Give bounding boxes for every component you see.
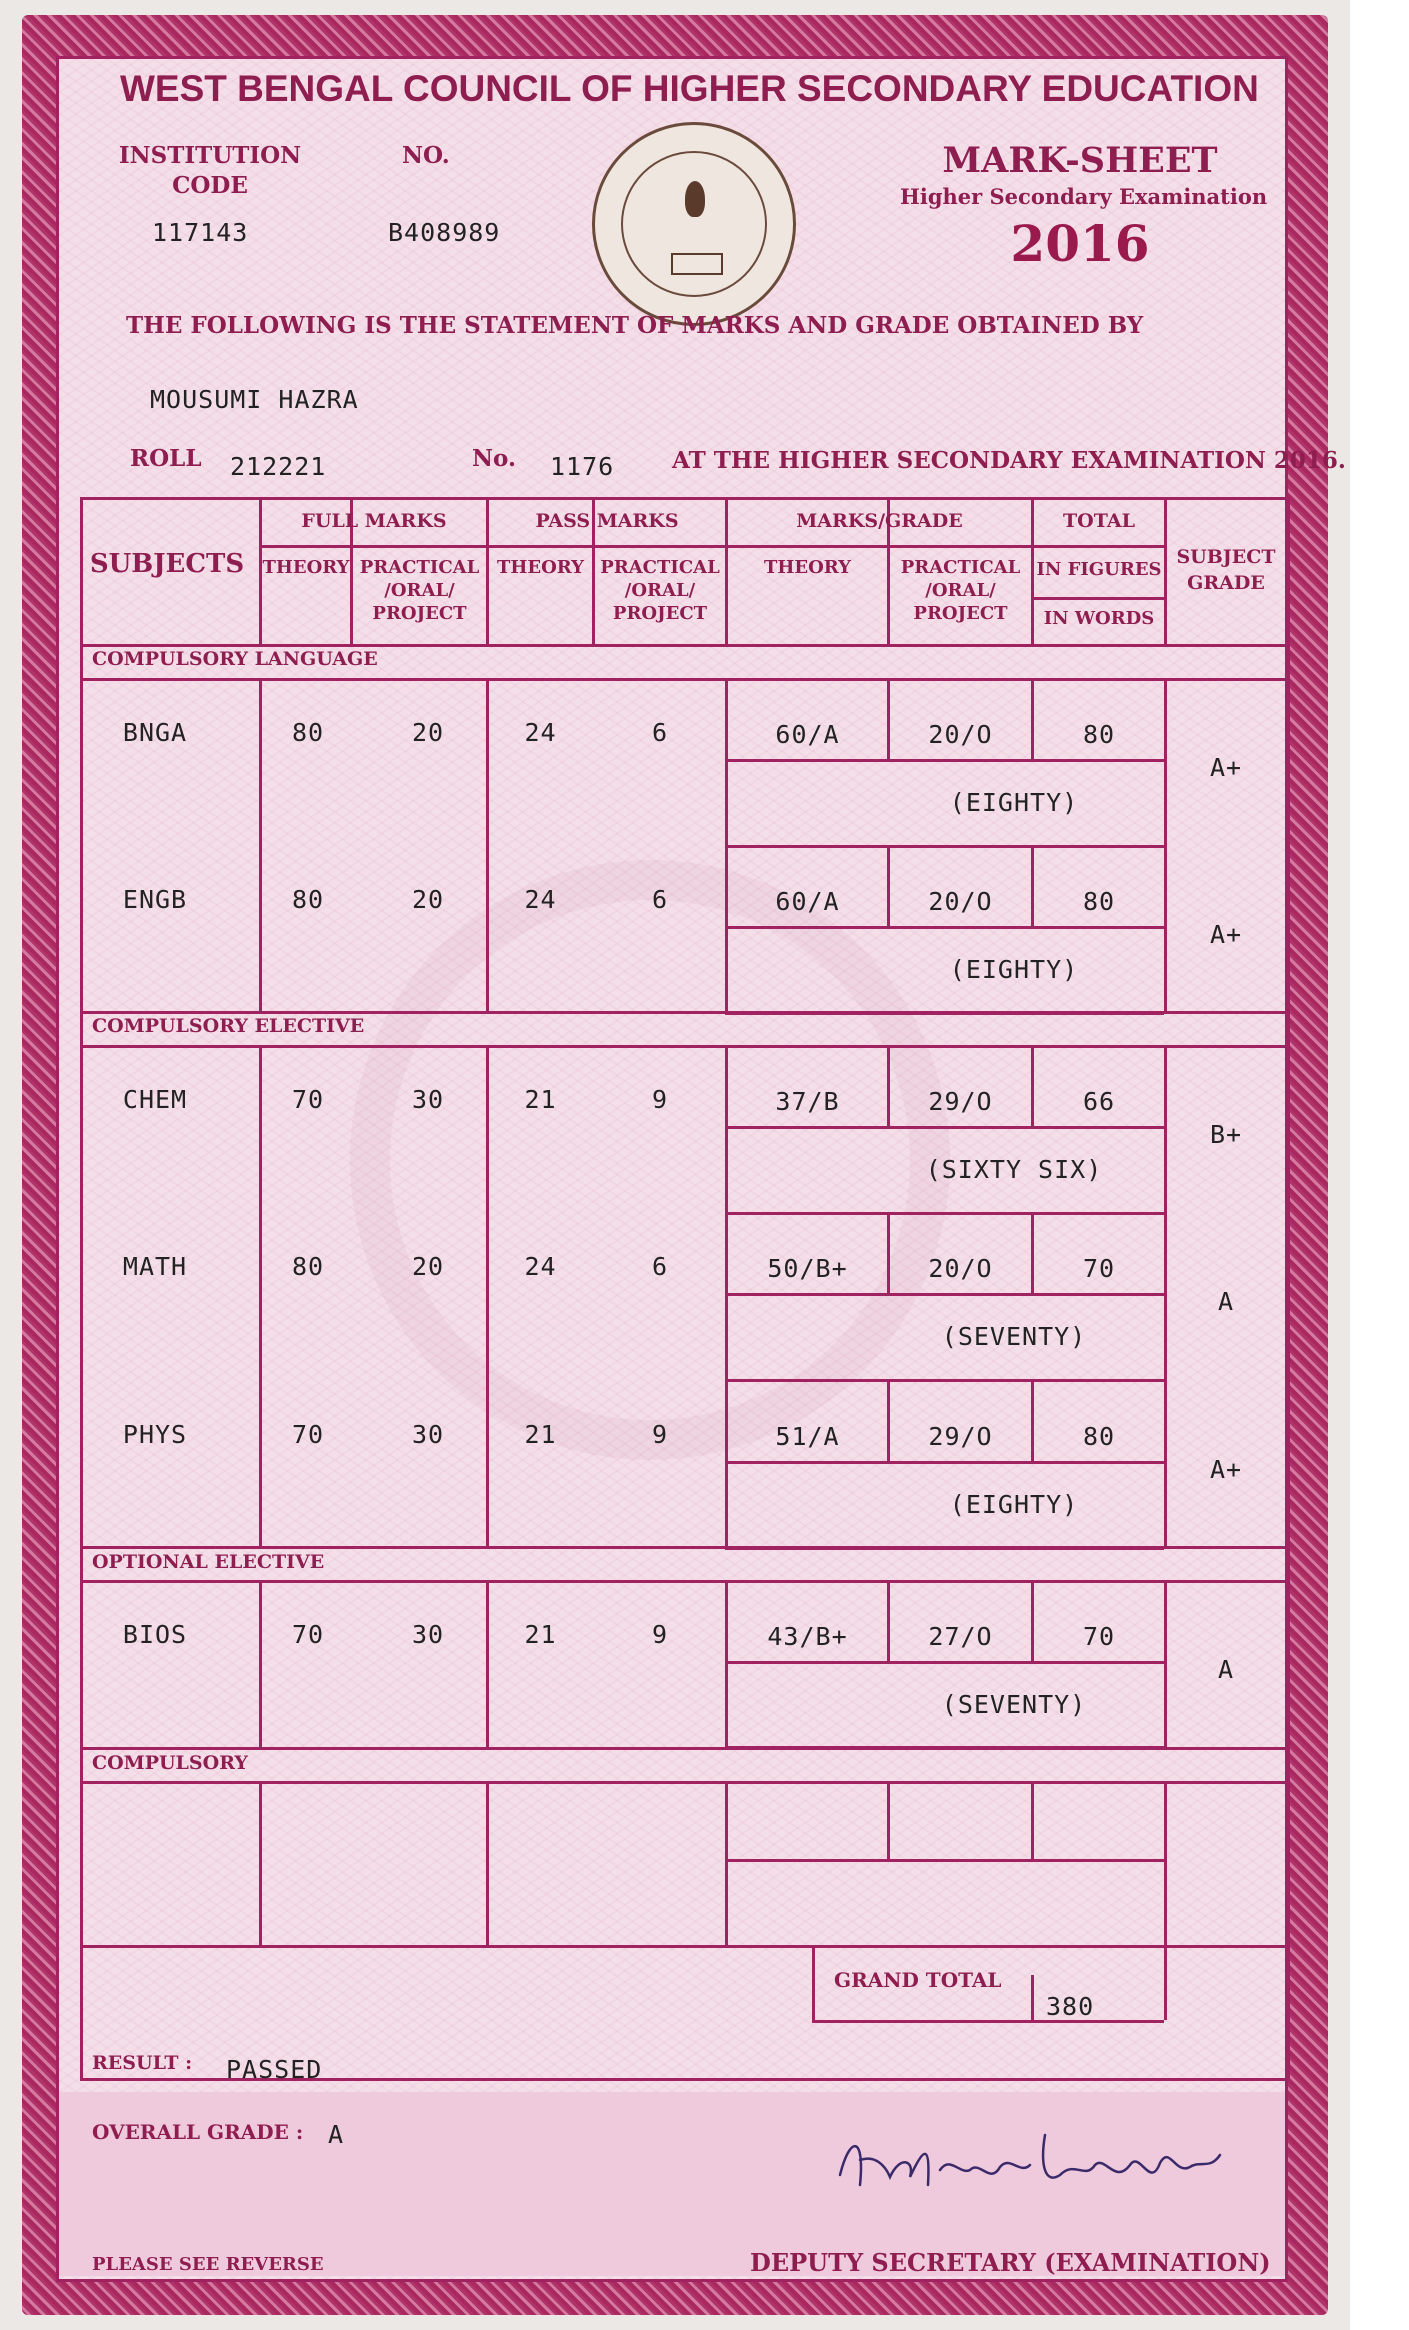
obtained-practical-header xyxy=(890,556,1031,625)
total-in-figures: 80 xyxy=(1082,887,1116,916)
book-icon xyxy=(671,253,723,275)
obtained-practical: 20/O xyxy=(928,1254,993,1283)
seal-ring xyxy=(621,151,767,297)
grid-vline xyxy=(80,497,83,2078)
pass-practical-header xyxy=(595,556,725,625)
subject-grade: A xyxy=(1217,1287,1235,1316)
pass-marks-practical: 6 xyxy=(651,1252,669,1281)
total-in-figures: 70 xyxy=(1082,1622,1116,1651)
grid-hline xyxy=(725,1379,1164,1382)
full-marks-practical: 30 xyxy=(411,1620,445,1649)
total-in-words: (SEVENTY) xyxy=(941,1690,1087,1719)
grid-vline xyxy=(1164,1781,1167,1945)
grid-hline xyxy=(725,1859,1164,1862)
subject-grade: A+ xyxy=(1209,1455,1243,1484)
exam-subtitle: Higher Secondary Examination xyxy=(900,184,1268,209)
section-compulsory-language: COMPULSORY LANGUAGE xyxy=(92,648,378,670)
grid-hline xyxy=(812,2020,1164,2023)
total-in-figures: 80 xyxy=(1082,720,1116,749)
grid-vline xyxy=(486,1580,489,1747)
full-theory-header: THEORY xyxy=(262,557,350,578)
subject-grade: B+ xyxy=(1209,1120,1243,1149)
student-name: MOUSUMI HAZRA xyxy=(150,385,359,414)
subject-code: BNGA xyxy=(122,718,188,747)
obtained-theory-header: THEORY xyxy=(763,557,852,578)
total-in-words: (EIGHTY) xyxy=(949,955,1079,984)
institution-label-line1: INSTITUTION xyxy=(118,142,302,169)
obtained-practical: 20/O xyxy=(928,887,993,916)
flame-icon xyxy=(685,181,705,217)
full-marks-practical: 20 xyxy=(411,1252,445,1281)
pass-marks-theory: 24 xyxy=(524,718,557,747)
obtained-theory: 37/B xyxy=(775,1087,840,1116)
pass-marks-theory: 24 xyxy=(524,885,557,914)
grid-hline xyxy=(725,926,1164,929)
grid-vline xyxy=(486,1045,489,1546)
signature-icon xyxy=(830,2115,1230,2209)
full-marks-practical: 20 xyxy=(411,718,445,747)
full-marks-theory: 70 xyxy=(291,1085,325,1114)
obtained-theory: 43/B+ xyxy=(767,1622,848,1651)
see-reverse-note: PLEASE SEE REVERSE xyxy=(92,2254,324,2275)
obtained-practical: 29/O xyxy=(928,1422,993,1451)
in-figures-header: IN FIGURES xyxy=(1036,559,1162,580)
total-in-figures: 80 xyxy=(1082,1422,1116,1451)
total-header: TOTAL xyxy=(1063,510,1135,532)
grid-hline xyxy=(725,1212,1164,1215)
pass-practical-line3: PROJECT xyxy=(612,603,708,624)
grid-vline xyxy=(486,1781,489,1945)
grand-total-value: 380 xyxy=(1046,1992,1095,2021)
grid-hline xyxy=(725,1012,1164,1015)
obtained-theory: 60/A xyxy=(775,887,840,916)
grid-hline xyxy=(725,845,1164,848)
result-label: RESULT : xyxy=(92,2052,193,2074)
sheet-number: B408989 xyxy=(388,218,501,247)
grid-vline xyxy=(1164,497,1167,644)
full-marks-theory: 70 xyxy=(291,1620,325,1649)
total-in-words: (EIGHTY) xyxy=(949,788,1079,817)
pass-marks-theory: 24 xyxy=(524,1252,557,1281)
pass-practical-line1: PRACTICAL xyxy=(600,557,720,578)
total-in-words: (EIGHTY) xyxy=(949,1490,1079,1519)
institution-code: 117143 xyxy=(152,218,249,247)
in-words-header: IN WORDS xyxy=(1043,608,1155,629)
obtained-practical-line2: /ORAL/ xyxy=(925,580,996,601)
grid-hline xyxy=(725,759,1164,762)
section-compulsory: COMPULSORY xyxy=(92,1752,248,1774)
full-marks-theory: 70 xyxy=(291,1420,325,1449)
subject-code: MATH xyxy=(122,1252,188,1281)
full-marks-practical: 30 xyxy=(411,1420,445,1449)
grid-vline xyxy=(1164,1945,1167,2020)
roll-label: ROLL xyxy=(130,445,202,472)
grid-hline xyxy=(725,1293,1164,1296)
section-compulsory-elective: COMPULSORY ELECTIVE xyxy=(92,1015,365,1037)
pass-marks-theory: 21 xyxy=(524,1620,557,1649)
grid-vline xyxy=(1287,497,1290,2078)
roll-value: 212221 xyxy=(230,452,327,481)
roll-no-label: No. xyxy=(472,445,516,472)
subject-code: CHEM xyxy=(122,1085,188,1114)
full-practical-header xyxy=(353,556,486,625)
section-optional-elective: OPTIONAL ELECTIVE xyxy=(92,1551,325,1573)
subject-grade: A+ xyxy=(1209,753,1243,782)
full-marks-practical: 30 xyxy=(411,1085,445,1114)
watermark-seal xyxy=(350,860,950,1460)
subject-code: PHYS xyxy=(122,1420,188,1449)
subject-grade-header-line1: SUBJECT xyxy=(1176,546,1276,568)
grid-vline xyxy=(1031,1975,1034,2020)
roll-no-value: 1176 xyxy=(550,452,615,481)
grid-hline xyxy=(725,1661,1164,1664)
full-marks-theory: 80 xyxy=(291,885,325,914)
pass-marks-theory: 21 xyxy=(524,1420,557,1449)
grid-hline xyxy=(812,1945,1164,1948)
grid-vline xyxy=(812,1945,815,2020)
subject-code: ENGB xyxy=(122,885,188,914)
grid-vline xyxy=(1164,678,1167,1011)
grid-vline xyxy=(259,1045,262,1546)
full-marks-practical: 20 xyxy=(411,885,445,914)
result-value: PASSED xyxy=(226,2055,323,2084)
grid-vline xyxy=(259,1781,262,1945)
grid-vline xyxy=(259,1580,262,1747)
no-label: NO. xyxy=(402,142,450,169)
grid-vline xyxy=(1031,1781,1034,1859)
council-name: WEST BENGAL COUNCIL OF HIGHER SECONDARY EDUCATION xyxy=(120,68,1259,109)
subject-code: BIOS xyxy=(122,1620,188,1649)
pass-marks-practical: 9 xyxy=(651,1620,669,1649)
total-in-words: (SEVENTY) xyxy=(941,1322,1087,1351)
pass-marks-practical: 9 xyxy=(651,1420,669,1449)
overall-grade-value: A xyxy=(328,2120,345,2149)
total-in-figures: 70 xyxy=(1082,1254,1116,1283)
full-practical-line1: PRACTICAL xyxy=(359,557,480,578)
grid-hline xyxy=(725,1126,1164,1129)
subject-grade: A xyxy=(1217,1655,1235,1684)
pass-marks-header: PASS MARKS xyxy=(535,510,679,532)
obtained-practical: 20/O xyxy=(928,720,993,749)
pass-theory-header: THEORY xyxy=(496,557,585,578)
subjects-header: SUBJECTS xyxy=(89,549,245,579)
total-in-words: (SIXTY SIX) xyxy=(925,1155,1103,1184)
grid-hline xyxy=(80,644,1287,647)
council-seal-icon xyxy=(592,122,796,326)
institution-label-line2: CODE xyxy=(172,172,248,199)
grid-hline xyxy=(725,1461,1164,1464)
obtained-practical: 27/O xyxy=(928,1622,993,1651)
obtained-practical: 29/O xyxy=(928,1087,993,1116)
full-practical-line2: /ORAL/ xyxy=(384,580,455,601)
obtained-theory: 51/A xyxy=(775,1422,840,1451)
grid-vline xyxy=(725,1781,728,1945)
full-marks-theory: 80 xyxy=(291,718,325,747)
grid-hline xyxy=(725,1547,1164,1550)
overall-grade-label: OVERALL GRADE : xyxy=(92,2120,304,2144)
pass-marks-practical: 9 xyxy=(651,1085,669,1114)
marksheet-title: MARK-SHEET xyxy=(942,140,1218,181)
pass-practical-line2: /ORAL/ xyxy=(624,580,696,601)
statement-text: THE FOLLOWING IS THE STATEMENT OF MARKS AND GRADE OBTAINED BY xyxy=(126,312,1144,339)
obtained-theory: 50/B+ xyxy=(767,1254,848,1283)
grid-vline xyxy=(887,1781,890,1859)
grid-hline xyxy=(1031,597,1164,600)
grid-hline xyxy=(725,1746,1164,1749)
obtained-practical-line1: PRACTICAL xyxy=(900,557,1021,578)
marks-grade-header: MARKS/GRADE xyxy=(796,510,963,532)
subject-grade-header-line2: GRADE xyxy=(1187,572,1265,594)
grid-hline xyxy=(259,545,1164,548)
obtained-theory: 60/A xyxy=(775,720,840,749)
signatory-title: DEPUTY SECRETARY (EXAMINATION) xyxy=(750,2248,1271,2277)
pass-marks-practical: 6 xyxy=(651,885,669,914)
pass-marks-practical: 6 xyxy=(651,718,669,747)
subject-grade: A+ xyxy=(1209,920,1243,949)
full-practical-line3: PROJECT xyxy=(372,603,467,624)
obtained-practical-line3: PROJECT xyxy=(913,603,1008,624)
full-marks-header: FULL MARKS xyxy=(301,510,447,532)
exam-year: 2016 xyxy=(1010,214,1150,273)
exam-statement: AT THE HIGHER SECONDARY EXAMINATION 2016. xyxy=(672,447,1346,474)
full-marks-theory: 80 xyxy=(291,1252,325,1281)
pass-marks-theory: 21 xyxy=(524,1085,557,1114)
total-in-figures: 66 xyxy=(1082,1087,1116,1116)
grand-total-label: GRAND TOTAL xyxy=(834,1968,1002,1992)
